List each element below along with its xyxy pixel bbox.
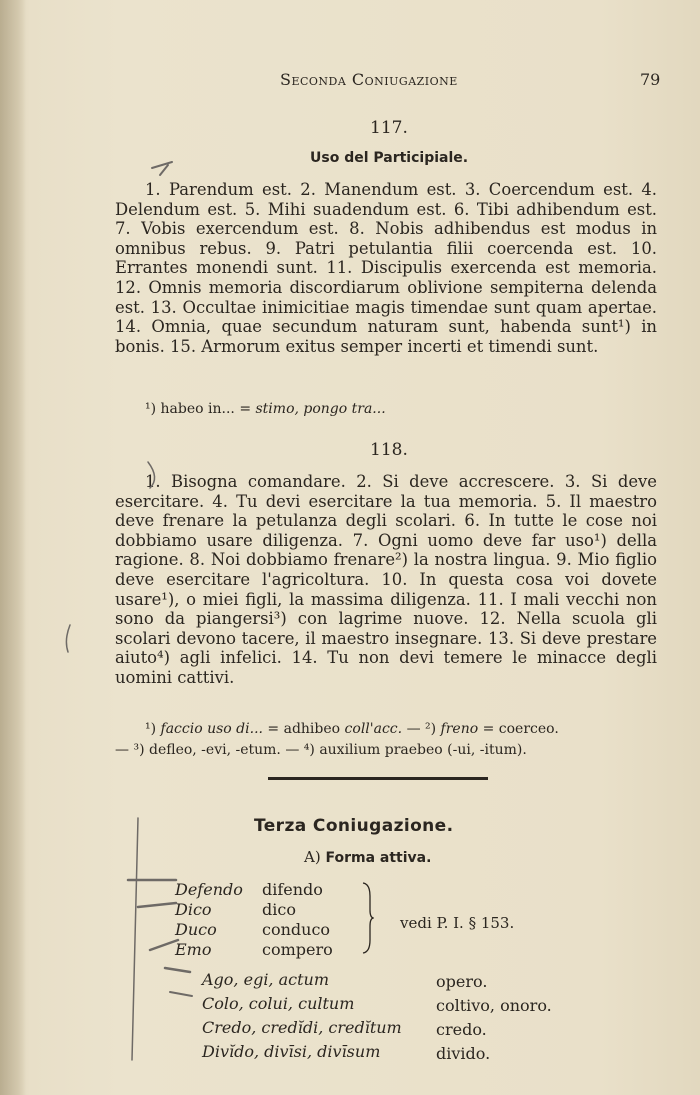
verb-italian: conduco — [262, 920, 331, 939]
section-number-118: 118. — [370, 440, 408, 460]
footnote-latin: = coerceo. — [482, 721, 559, 737]
footnote-text: habeo in... = — [160, 401, 252, 417]
running-title: Seconda Coniugazione — [280, 70, 458, 89]
subtitle-text: Forma attiva. — [325, 850, 432, 866]
verb-italian: opero. — [436, 972, 488, 991]
exercise-paragraph: 1. Parendum est. 2. Manendum est. 3. Coercendum est. 4. Delendum est. 5. Mihi suadendum est. 6. Tibi adhibendum est. 7. Vobis exercendum est. 8. Nobis adhibendus est modus in omnibus rebus. 9. Patri petulantia filii coercenda est. 10. Errantes monendi sunt. 11. Discipulis exercenda est memoria. 12. Omnis memoria discordiarum oblivione sempiterna delenda est. 13. Occultae inimicitiae magis timendae sunt quam apertae. 14. Omnia, quae secundum naturam sunt, habenda sunt¹) in bonis. 15. Armorum exitus semper incerti et timendi sunt. — [115, 180, 657, 356]
footnote-latin: defleo, -evi, -etum. — [148, 742, 281, 758]
verb-latin: Colo, colui, cultum — [202, 994, 355, 1013]
verb-latin: Duco — [175, 920, 217, 939]
verb-latin: Dico — [175, 900, 212, 919]
footnote-latin: = adhibeo — [267, 721, 341, 737]
footnote-marker: — ³) — [115, 742, 145, 758]
verb-italian: dico — [262, 900, 296, 919]
verb-latin: Ago, egi, actum — [202, 970, 330, 989]
chapter-title: Terza Coniugazione. — [254, 816, 454, 836]
verb-latin: Defendo — [175, 880, 243, 899]
verb-latin: Divĭdo, divīsi, divīsum — [202, 1042, 381, 1061]
footnote-marker: ¹) — [145, 721, 157, 737]
verb-italian: compero — [262, 940, 333, 959]
verb-latin: Credo, credĭdi, credĭtum — [202, 1018, 402, 1037]
footnote-latin: auxilium praebeo (-ui, -itum). — [319, 742, 527, 758]
verb-italian: coltivo, onoro. — [436, 996, 552, 1015]
section-number-117: 117. — [370, 118, 408, 138]
subtitle-letter: A) — [304, 848, 321, 866]
footnote-translation: stimo, pongo tra... — [255, 401, 386, 417]
verb-italian: divido. — [436, 1044, 491, 1063]
footnote-marker: ¹) — [145, 401, 157, 417]
page-number: 79 — [640, 70, 661, 89]
verb-latin: Emo — [175, 940, 212, 959]
verb-italian: credo. — [436, 1020, 487, 1039]
section-heading-117: Uso del Participiale. — [310, 150, 469, 166]
verb-italian: difendo — [262, 880, 323, 899]
footnote-marker: — ⁴) — [285, 742, 315, 758]
footnote-italian: faccio uso di... — [160, 721, 263, 737]
footnote-italian: freno — [440, 721, 479, 737]
footnote-note: coll'acc. — [344, 721, 403, 737]
cross-reference: vedi P. I. § 153. — [400, 914, 515, 932]
exercise-paragraph: 1. Bisogna comandare. 2. Si deve accrescere. 3. Si deve esercitare. 4. Tu devi esercitare la tua memoria. 5. Il maestro deve frenare la petulanza degli scolari. 6. In tutte le cose noi dobbiamo usare diligenza. 7. Ogni uomo deve far uso¹) della ragione. 8. Noi dobbiamo frenare²) la nostra lingua. 9. Mio figlio deve esercitare l'agricoltura. 10. In questa cosa voi dovete usare¹), o miei figli, la massima diligenza. 11. I mali vecchi non sono da piangersi³) con lagrime nuove. 12. Nella scuola gli scolari devono tacere, il maestro insegnare. 13. Si deve prestare aiuto⁴) agli infelici. 14. Tu non devi temere le minacce degli uomini cattivi. — [115, 472, 657, 687]
footnote-marker: — ²) — [406, 721, 437, 737]
